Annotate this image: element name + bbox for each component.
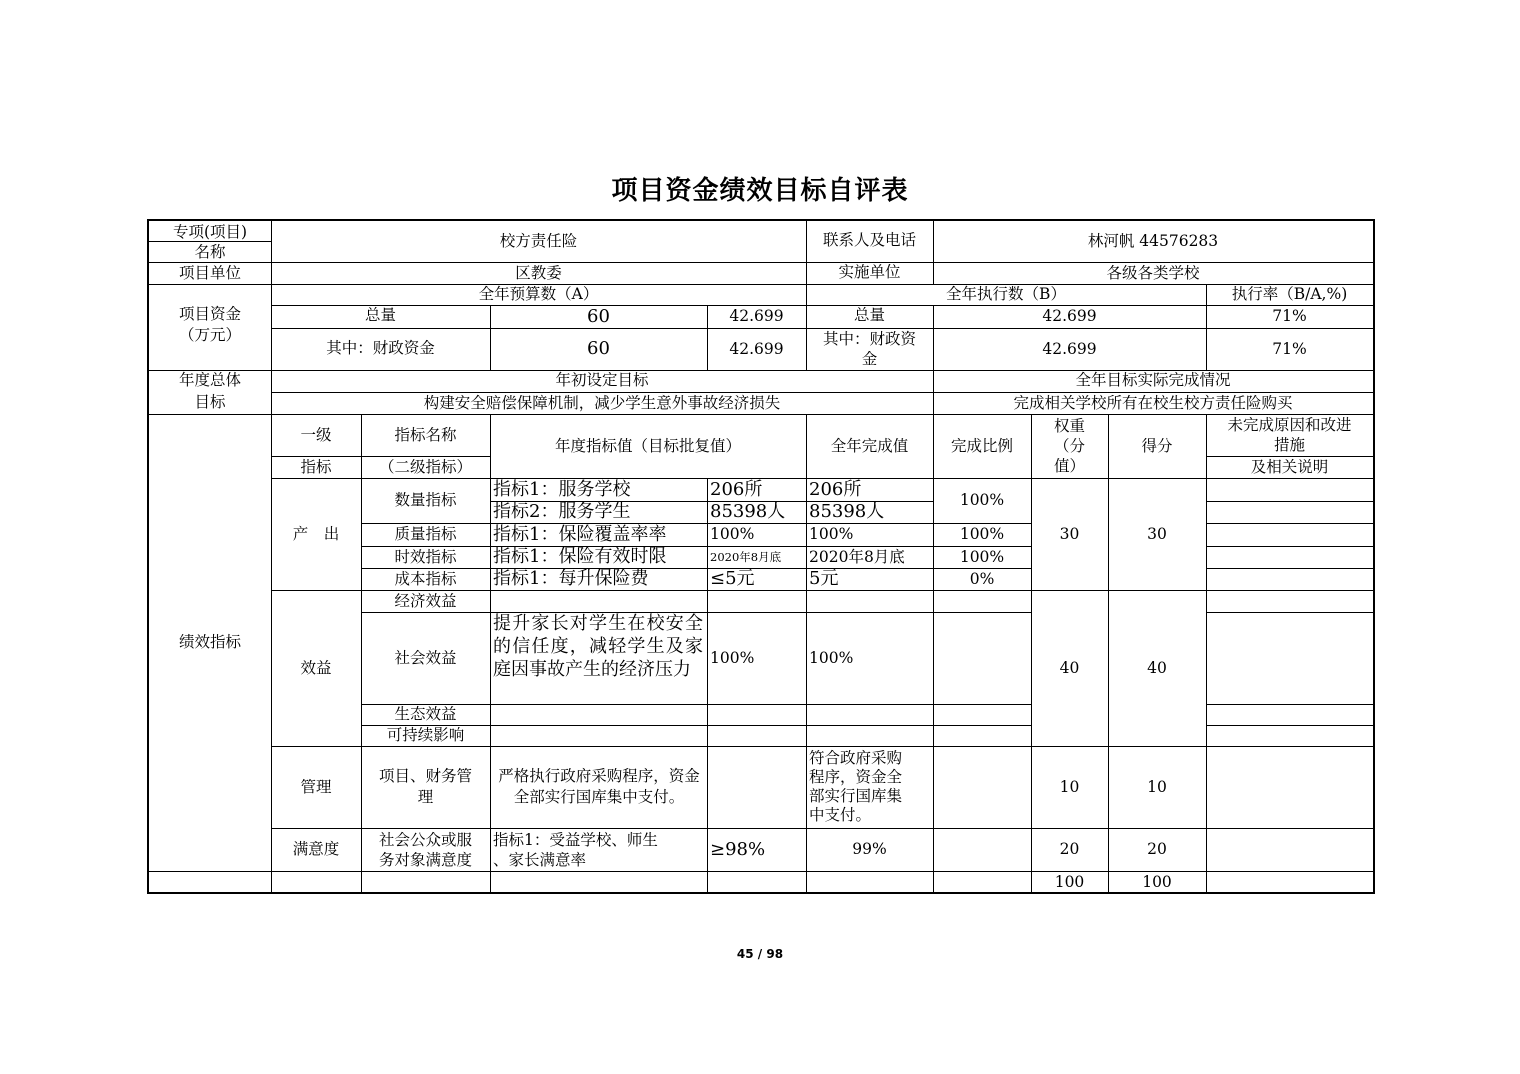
sustain-label: 可持续影响 (386, 726, 465, 744)
unit-label: 项目单位 (178, 263, 241, 282)
time-target: 2020年8月底 (710, 549, 782, 564)
social-label: 社会效益 (394, 648, 457, 667)
q-ratio: 100% (959, 491, 1005, 509)
benefit-label: 效益 (300, 658, 332, 677)
goals-label-bottom: 目标 (194, 392, 226, 411)
q2-name: 指标2：服务学生 (493, 501, 631, 522)
output-label: 产 出 (292, 524, 340, 543)
fiscal-budget: 60 (587, 338, 610, 359)
goal-actual: 完成相关学校所有在校生校方责任险购买 (1013, 393, 1293, 412)
quality-label: 质量指标 (394, 525, 457, 543)
q1-name: 指标1：服务学校 (493, 478, 631, 500)
output-score: 30 (1147, 524, 1167, 543)
q2-target: 85398人 (710, 501, 786, 522)
col-level1: 一级 (300, 425, 332, 444)
impl-label: 实施单位 (838, 262, 901, 281)
total-weight: 100 (1054, 872, 1085, 891)
cost-target: ≤5元 (710, 568, 755, 589)
total-budget: 60 (587, 305, 610, 327)
col-name: 指标名称 (394, 425, 457, 444)
eco-label: 生态效益 (394, 705, 457, 723)
q1-actual: 206所 (809, 478, 862, 500)
satisfaction-name: 指标1：受益学校、师生 、家长满意率 (493, 830, 658, 869)
satisfaction-label: 满意度 (292, 840, 340, 858)
goal-set: 构建安全赔偿保障机制，减少学生意外事故经济损失 (423, 393, 781, 412)
col-reason: 未完成原因和改进 措施 (1227, 416, 1352, 454)
social-actual: 100% (809, 648, 854, 667)
fiscal-exec: 42.699 (1042, 339, 1097, 358)
total-label-2: 总量 (853, 305, 885, 324)
col-target: 年度指标值（目标批复值） (554, 436, 741, 455)
quality-target: 100% (710, 525, 755, 543)
project-name-value: 校方责任险 (499, 232, 578, 250)
time-name: 指标1：保险有效时限 (493, 546, 667, 567)
total-score: 100 (1142, 872, 1172, 891)
total-rate: 71% (1272, 307, 1307, 325)
fiscal-label-2: 其中：财政资 金 (822, 330, 916, 368)
management-label: 管理 (300, 777, 332, 796)
impl-value: 各级各类学校 (1106, 263, 1200, 282)
time-ratio: 100% (959, 547, 1005, 566)
output-weight: 30 (1059, 524, 1080, 543)
budget-header: 全年预算数（A） (478, 285, 599, 303)
cost-name: 指标1：每升保险费 (493, 568, 649, 589)
fiscal-rate: 71% (1272, 339, 1307, 358)
social-name: 提升家长对学生在校安全的信任度，减轻学生及家庭因事故产生的经济压力 (493, 613, 703, 680)
quantity-label: 数量指标 (394, 491, 457, 509)
col-name2: （二级指标） (378, 457, 472, 476)
col-ratio: 完成比例 (950, 436, 1013, 455)
cost-label: 成本指标 (394, 569, 457, 588)
fiscal-col3: 42.699 (729, 339, 784, 358)
col-level1b: 指标 (300, 457, 332, 476)
rate-header: 执行率（B/A,%) (1231, 285, 1348, 303)
total-col3: 42.699 (729, 307, 784, 325)
management-sub-label: 项目、财务管 理 (378, 767, 472, 806)
fiscal-label: 其中：财政资金 (326, 338, 435, 357)
col-weight: 权重 （分 值） (1053, 417, 1085, 475)
col-actual: 全年完成值 (830, 436, 909, 455)
page-number: 45 / 98 (736, 947, 784, 961)
management-name: 严格执行政府采购程序，资金全部实行国库集中支付。 (498, 767, 700, 806)
quality-name: 指标1：保险覆盖率率 (493, 523, 667, 545)
benefit-weight: 40 (1059, 658, 1080, 677)
satisfaction-weight: 20 (1059, 840, 1080, 858)
contact-value: 林河帆 44576283 (1087, 232, 1219, 250)
satisfaction-score: 20 (1147, 840, 1167, 858)
satisfaction-sub-label: 社会公众或服 务对象满意度 (378, 830, 472, 869)
unit-value: 区教委 (515, 263, 562, 282)
quality-actual: 100% (809, 525, 854, 543)
contact-label: 联系人及电话 (822, 230, 916, 249)
management-weight: 10 (1059, 777, 1080, 796)
col-score: 得分 (1141, 436, 1173, 455)
time-label: 时效指标 (394, 547, 457, 566)
cost-ratio: 0% (969, 569, 995, 588)
page-title: 项目资金绩效目标自评表 (611, 176, 909, 206)
q1-target: 206所 (710, 478, 763, 500)
quality-ratio: 100% (959, 525, 1005, 543)
management-actual: 符合政府采购 程序，资金全 部实行国库集 中支付。 (809, 749, 903, 824)
econ-label: 经济效益 (394, 591, 457, 610)
goals-label-top: 年度总体 (178, 371, 241, 389)
social-target: 100% (710, 648, 755, 667)
satisfaction-target: ≥98% (710, 838, 766, 860)
funds-label: 项目资金 （万元） (178, 305, 241, 344)
indicators-section-label: 绩效指标 (178, 633, 241, 651)
col-reason2: 及相关说明 (1250, 457, 1329, 476)
cost-actual: 5元 (809, 568, 839, 589)
benefit-score: 40 (1147, 658, 1167, 677)
satisfaction-actual: 99% (852, 840, 887, 858)
exec-header: 全年执行数（B） (946, 285, 1066, 303)
total-label: 总量 (364, 305, 396, 324)
goal-set-header: 年初设定目标 (555, 371, 649, 389)
management-score: 10 (1147, 777, 1167, 796)
time-actual: 2020年8月底 (809, 547, 905, 566)
total-exec: 42.699 (1042, 307, 1097, 325)
project-name-label: 专项(项目) 名称 (172, 222, 248, 261)
q2-actual: 85398人 (809, 501, 885, 522)
goal-actual-header: 全年目标实际完成情况 (1075, 371, 1231, 389)
